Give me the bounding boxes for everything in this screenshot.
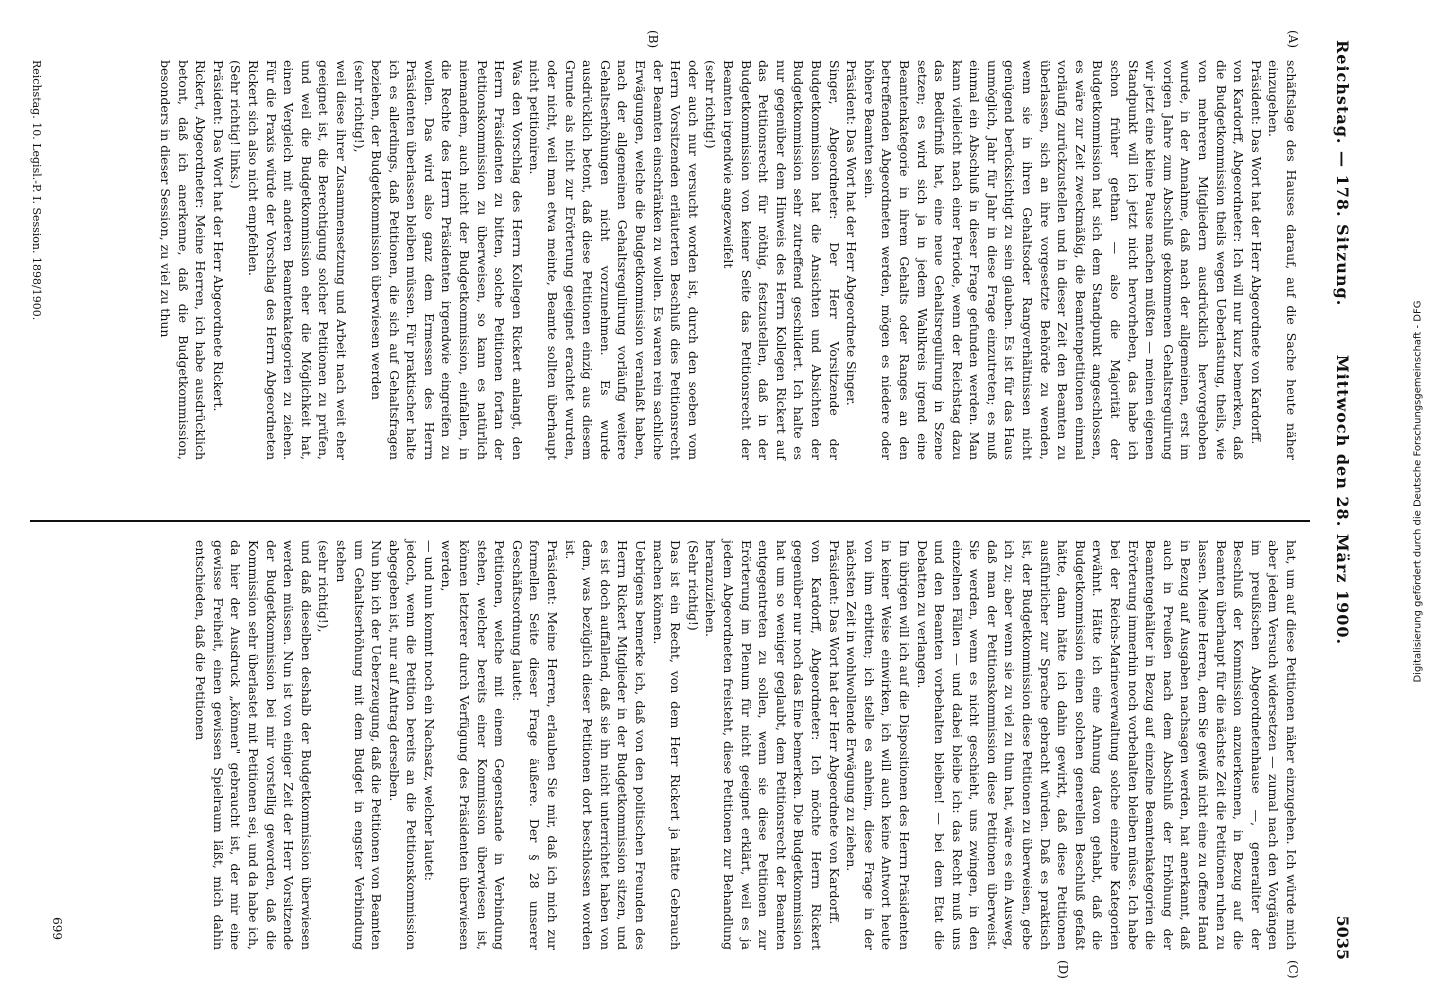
footnote: Reichstag. 10. Legisl.-P. I. Session. 1898/1900.	[30, 60, 43, 321]
right-column-text: hat, um auf diese Petitionen näher einzugehen. Ich würde mich aber jedem Versuch widersetzen — zumal nach den Vorgängen im preußischen Abgeordnetenhause —, generaliter der Beschluß der Kommission anzuerkennen, in Bezug auf die Beamten überhaupt für die nächste Zeit die Petitionen ruhen zu lassen. Meine Herren, dem Sie gewiß nicht eine zu offene Hand in Bezug auf Ausgaben nachsagen werden, hat anerkannt, daß auch in Preußen nach dem Abschluß der Erhöhung der Beamtengehälter in Bezug auf einzelne Beamtenkategorien die Erörterung immerhin noch vorbehalten bleiben müsse. Ich habe bei der Reichs-Marineverwaltung solche einzelne Kategorien erwähnt. Hätte ich eine Ahnung davon gehabt, daß die Budgetkommission einen solchen generellen Beschluß gefaßt hätte, dann hätte ich dahin gewirkt, daß diese Petitionen ausführlicher zur Sprache gebracht würden. Daß es praktisch ist, der Budgetkommission diese Petitionen zu überweisen, gebe ich zu; aber wenn sie zu viel zu thun hat, wäre es ein Ausweg, daß man der Petitionskommission diese Petitionen überweist. Sie werden, wenn es nicht geschieht, uns zwingen, in den einzelnen Fällen — und dabei bleibe ich: das Recht muß uns und den Beamten vorbehalten bleiben! — bei dem Etat die Debatten zu verlangen. Im übrigen will ich auf die Dispositionen des Herrn Präsidenten in keiner Weise einwirken, ich will auch keine Antwort heute von ihm erbitten; ich stelle es anheim, diese Frage in der nächsten Zeit in wohlwollende Erwägung zu ziehen. Präsident: Das Wort hat der Herr Abgeordnete von Kardorff. von Kardorff, Abgeordneter: Ich möchte Herrn Rickert gegenüber nur noch das Eine bemerken. Die Budgetkommission hat um so weniger geglaubt, dem Petitionsrecht der Beamten entgegentreten zu sollen, wenn sie diese Petitionen zur Erörterung im Plenum für nicht geeignet erklärt, weil es ja jedem Abgeordneten freisteht, diese Petitionen zur Behandlung heranzuziehen. (Sehr richtig!) Das ist ein Recht, von dem Herr Rickert ja hätte Gebrauch machen können. Uebrigens bemerke ich, daß von den politischen Freunden des Herrn Rickert Mitglieder in der Budgetkommission sitzen, und es ist doch auffallend, daß sie ihn nicht unterrichtet haben von dem, was bezüglich dieser Petitionen dort beschlossen worden ist. Präsident: Meine Herren, erlauben Sie mir, daß ich mich zur formellen Seite dieser Frage äußere. Der § 28 unserer Geschäftsordnung lautet: Petitionen, welche mit einem Gegenstande in Verbindung stehen, welcher bereits einer Kommission überwiesen ist, können letzterer durch Verfügung des Präsidenten überwiesen werden, — und nun kommt noch ein Nachsatz, welcher lautet: jedoch, wenn die Petition bereits an die Petitionskommission abgegeben ist, nur auf Antrag derselben. Nun bin ich der Ueberzeugung, daß die Petitionen von Beamten um Gehaltserhöhung mit dem Budget in engster Verbindung stehen (sehr richtig!), und daß dieselben deshalb der Budgetkommission überwiesen werden müssen. Nun ist von einiger Zeit der Herr Vorsitzende der Budgetkommission bei mir vorstellig geworden, daß die Kommission sehr überlastet mit Petitionen sei, und da habe ich, da hier der Ausdruck „können" gebraucht ist, der mir eine gewisse Freiheit, einen gewissen Spielraum läßt, mich dahin entschieden, daß die Petitionen	[193, 540, 1299, 950]
header-left: Reichstag. — 178. Sitzung.	[1333, 40, 1352, 307]
page-header	[1322, 40, 1362, 960]
margin-mark-d: (D)	[1056, 960, 1070, 979]
header-date: Mittwoch den 28. März 1900.	[1333, 354, 1352, 646]
margin-mark-c: (C)	[1286, 960, 1300, 979]
column-divider	[30, 520, 1310, 522]
page-number: 5035	[1333, 915, 1352, 960]
side-note-strip	[1408, 16, 1428, 984]
margin-mark-b: (B)	[646, 30, 660, 49]
page-signature: 699	[50, 917, 64, 940]
side-note: Digitalisierung gefördert durch die Deutsche Forschungsgemeinschaft - DFG	[1412, 300, 1424, 683]
margin-mark-a: (A)	[1286, 30, 1300, 49]
left-column-text: schäftslage des Hauses darauf, auf die Sache heute näher einzugehen. Präsident: Das Wort hat der Herr Abgeordnete von Kardorff. von Kardorff, Abgeordneter: Ich will nur kurz bemerken, daß die Budgetkommission theils wegen Ueberlastung, theils, wie von mehreren Mitgliedern ausdrücklich hervorgehoben wurde, in der Annahme, daß nach der allgemeinen, erst im vorigen Jahre zum Abschluß gekommenen Gehaltsregulirung wir jetzt eine kleine Pause machen müßten — meinen eigenen Standpunkt will ich jetzt nicht hervorheben, das habe ich schon früher gethan — also die Majorität der Budgetkommission hat sich dem Standpunkt angeschlossen, es wäre zur Zeit zweckmäßig, die Beamtenpetitionen einmal vorläufig zurückzustellen und in dieser Zeit den Beamten zu überlassen, sich an ihre vorgesetzte Behörde zu wenden, wenn sie in ihren Gehaltsoder Rangverhältnissen nicht genügend berücksichtigt zu sein glauben. Es ist für das Haus unmöglich, Jahr für Jahr in diese Frage einzutreten; es muß einmal ein Abschluß in dieser Frage gefunden werden. Man kann vielleicht nach einer Periode, wenn der Reichstag dazu das Bedürfniß hat, eine neue Gehaltsregulirung in Szene setzen; es wird sich ja in jedem Wahlkreis irgend eine Beamtenkategorie in ihrem Gehalts oder Ranges an den betreffenden Abgeordneten werden, mögen es niedere oder höhere Beamten sein. Präsident: Das Wort hat der Herr Abgeordnete Singer. Singer, Abgeordneter: Der Herr Vorsitzende der Budgetkommission hat die Ansichten und Absichten der Budgetkommission sehr zutreffend geschildert. Ich halte es nur gegenüber dem Hinweis des Herrn Kollegen Rickert auf das Petitionsrecht für nöthig, festzustellen, daß in der Budgetkommission von keiner Seite das Petitionsrecht der Beamten irgendwie angezweifelt (sehr richtig!) oder auch nur versucht worden ist, durch den soeben vom Herrn Vorsitzenden erläuterten Beschluß dies Petitionsrecht der Beamten einschränken zu wollen. Es waren rein sachliche Erwägungen, welche die Budgetkommission veranlaßt haben, nach der allgemeinen Gehaltsregulirung vorläufig weitere Gehaltserhöhungen nicht vorzunehmen. Es wurde ausdrücklich betont, daß diese Petitionen einzig aus diesem Grunde als nicht zur Erörterung geeignet erachtet wurden, oder nicht, weil man etwa meinte, Beamte sollten überhaupt nicht petitioniren. Was den Vorschlag des Herrn Kollegen Rickert anlangt, den Herrn Präsidenten zu bitten, solche Petitionen fortan der Petitionskommission zu überweisen, so kann es natürlich niemandem, auch nicht der Budgetkommission, einfallen, in die Rechte des Herrn Präsidenten irgendwie eingreifen zu wollen. Das wird also ganz dem Ermessen des Herrn Präsidenten überlassen bleiben müssen. Für praktischer halte ich es allerdings, daß Petitionen, die sich auf Gehaltsfragen beziehen, der Budgetkommission überwiesen werden (sehr richtig!), weil diese ihrer Zusammensetzung und Arbeit nach weit eher geeignet ist, die Berechtigung solcher Petitionen zu prüfen, und weil die Budgetkommission eher die Möglichkeit hat, einen Vergleich mit anderen Beamtenkategorien zu ziehen. Für die Praxis würde der Vorschlag des Herrn Abgeordneten Rickert sich also nicht empfehlen. (Sehr richtig! links.) Präsident: Das Wort hat der Herr Abgeordnete Rickert. Rickert, Abgeordneter: Meine Herren, ich habe ausdrücklich betont, daß ich anerkenne, daß die Budgetkommission, besonders in dieser Session, zu viel zu thun	[158, 60, 1299, 460]
